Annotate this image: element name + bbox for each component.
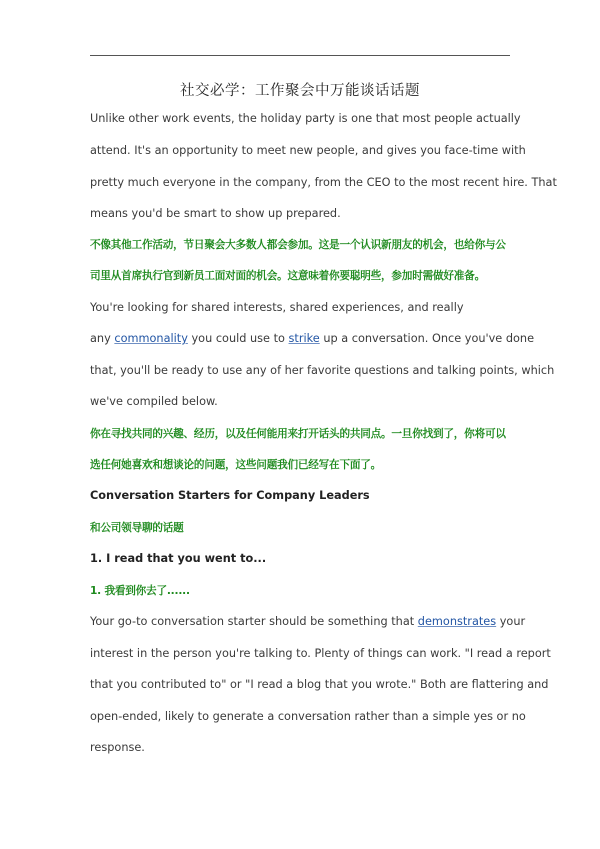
para2-line-4: we've compiled below. <box>90 395 218 408</box>
para3-line-1-post: your <box>496 615 526 628</box>
section-heading-cn: 和公司领导聊的话题 <box>90 522 184 534</box>
para3-line-1 <box>90 615 526 629</box>
para1-cn-line-2: 司里从首席执行官到新员工面对面的机会。这意味着你要聪明些，参加时需做好准备。 <box>90 270 485 282</box>
page-title: 社交必学：工作聚会中万能谈话话题 <box>180 83 420 99</box>
para1-cn-line-1: 不像其他工作活动，节日聚会大多数人都会参加。这是一个认识新朋友的机会，也给你与公 <box>90 239 506 251</box>
para1-line-4: means you'd be smart to show up prepared. <box>90 207 341 220</box>
para2-cn-line-2: 选任何她喜欢和想谈论的问题，这些问题我们已经写在下面了。 <box>90 459 382 471</box>
para3-line-1-pre: Your go-to conversation starter should be something that <box>90 615 418 628</box>
para2-line-2 <box>90 332 535 346</box>
commonality-link[interactable]: commonality <box>114 332 188 345</box>
para2-line-3: that, you'll be ready to use any of her favorite questions and talking points, which <box>90 364 555 377</box>
para3-line-2: interest in the person you're talking to. Plenty of things can work. "I read a report <box>90 647 551 660</box>
para2-line-2-pre: any <box>90 332 115 345</box>
para3-line-5: response. <box>90 741 145 754</box>
para2-line-2-post: up a conversation. Once you've done <box>319 332 535 345</box>
para3-line-4: open-ended, likely to generate a conversation rather than a simple yes or no <box>90 710 526 723</box>
section-heading: Conversation Starters for Company Leaders <box>90 489 370 502</box>
top-divider <box>90 55 510 56</box>
demonstrates-link[interactable]: demonstrates <box>417 615 497 628</box>
para2-line-1: You're looking for shared interests, shared experiences, and really <box>90 301 464 314</box>
para1-line-3: pretty much everyone in the company, from the CEO to the most recent hire. That <box>90 176 557 189</box>
para2-line-2-mid: you could use to <box>187 332 289 345</box>
strike-link[interactable]: strike <box>288 332 320 345</box>
para1-line-2: attend. It's an opportunity to meet new people, and gives you face-time with <box>90 144 526 157</box>
para1-line-1: Unlike other work events, the holiday party is one that most people actually <box>90 112 521 125</box>
para3-line-3: that you contributed to" or "I read a blog that you wrote." Both are flattering and <box>90 678 549 691</box>
item-heading: 1. I read that you went to... <box>90 552 267 565</box>
para2-cn-line-1: 你在寻找共同的兴趣、经历，以及任何能用来打开话头的共同点。一旦你找到了，你将可以 <box>90 428 506 440</box>
item-heading-cn: 1. 我看到你去了...... <box>90 585 190 597</box>
